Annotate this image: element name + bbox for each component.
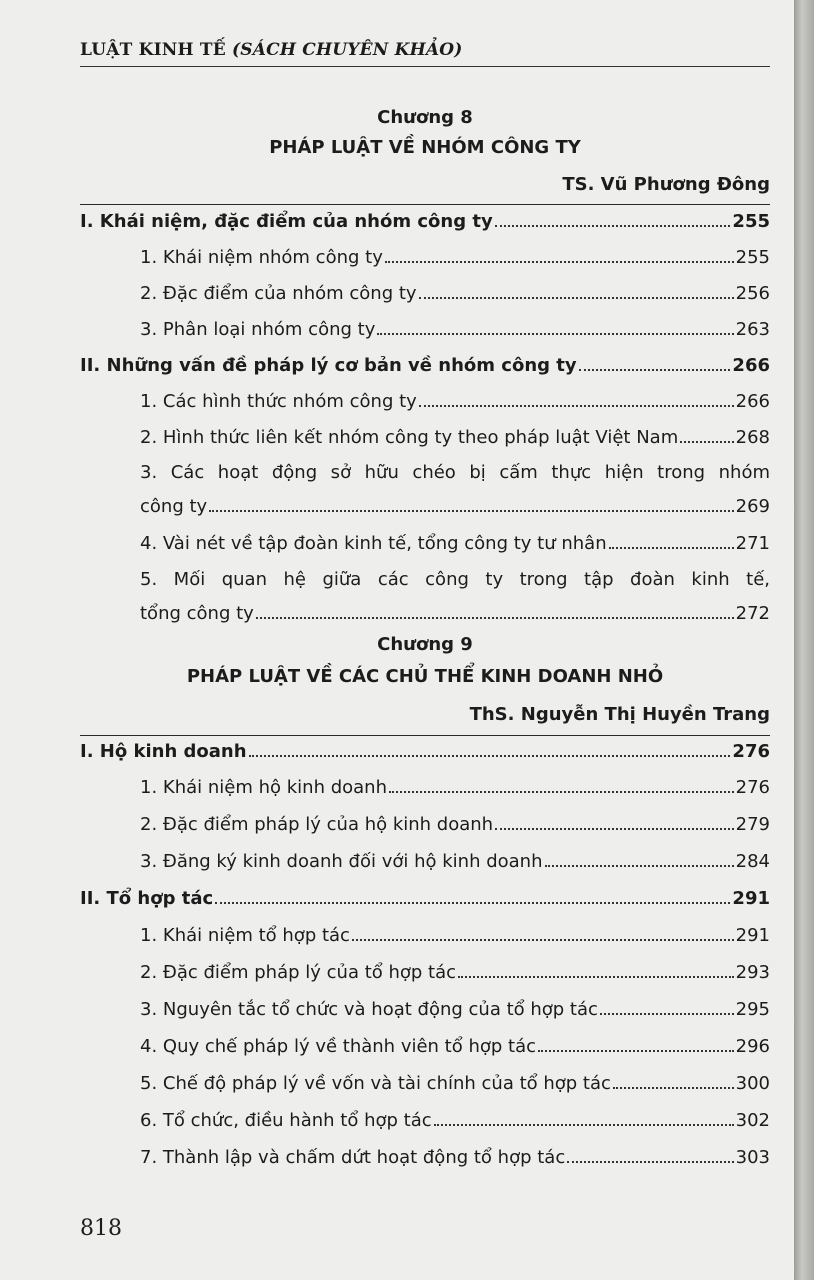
dot-leader <box>545 865 734 867</box>
header-rule <box>80 66 770 67</box>
page-number: 818 <box>80 1216 122 1241</box>
dot-leader <box>680 441 733 443</box>
chapter-9-number: Chương 9 <box>377 634 473 655</box>
toc-entry[interactable]: 2. Hình thức liên kết nhóm công ty theo pháp luật Việt Nam 268 <box>140 427 770 448</box>
dot-leader <box>613 1087 734 1089</box>
dot-leader <box>495 225 731 227</box>
book-subtitle: (SÁCH CHUYÊN KHẢO) <box>232 40 463 60</box>
dot-leader <box>434 1124 734 1126</box>
dot-leader <box>609 547 734 549</box>
toc-entry-line[interactable]: 3. Các hoạt động sở hữu chéo bị cấm thực hiện trong nhóm <box>140 462 770 483</box>
dot-leader <box>249 755 731 757</box>
book-title: LUẬT KINH TẾ <box>80 40 226 60</box>
dot-leader <box>385 261 734 263</box>
dot-leader <box>352 939 734 941</box>
toc-entry[interactable]: 1. Khái niệm nhóm công ty 255 <box>140 247 770 268</box>
toc-entry-line[interactable]: 5. Mối quan hệ giữa các công ty trong tập đoàn kinh tế, <box>140 569 770 590</box>
toc-entry[interactable]: 3. Phân loại nhóm công ty 263 <box>140 319 770 340</box>
dot-leader <box>495 828 734 830</box>
toc-entry[interactable]: 2. Đặc điểm của nhóm công ty 256 <box>140 283 770 304</box>
chapter-8-number: Chương 8 <box>377 107 473 128</box>
toc-entry[interactable]: I. Khái niệm, đặc điểm của nhóm công ty 255 <box>80 211 770 232</box>
toc-entry[interactable]: 4. Vài nét về tập đoàn kinh tế, tổng công ty tư nhân 271 <box>140 533 770 554</box>
dot-leader <box>389 791 734 793</box>
dot-leader <box>538 1050 734 1052</box>
dot-leader <box>419 405 734 407</box>
dot-leader <box>215 902 730 904</box>
dot-leader <box>419 297 734 299</box>
page-edge <box>794 0 814 1280</box>
toc-entry[interactable]: 3. Nguyên tắc tổ chức và hoạt động của tổ hợp tác 295 <box>140 999 770 1020</box>
toc-entry[interactable]: 4. Quy chế pháp lý về thành viên tổ hợp tác 296 <box>140 1036 770 1057</box>
dot-leader <box>579 369 731 371</box>
chapter-8-title: PHÁP LUẬT VỀ NHÓM CÔNG TY <box>269 137 581 158</box>
toc-entry[interactable]: 7. Thành lập và chấm dứt hoạt động tổ hợp tác 303 <box>140 1147 770 1168</box>
toc-entry[interactable]: công ty 269 <box>140 496 770 517</box>
dot-leader <box>209 510 733 512</box>
toc-entry[interactable]: 1. Các hình thức nhóm công ty 266 <box>140 391 770 412</box>
running-header <box>80 40 462 60</box>
dot-leader <box>458 976 734 978</box>
dot-leader <box>377 333 733 335</box>
toc-entry[interactable]: 1. Khái niệm tổ hợp tác 291 <box>140 925 770 946</box>
dot-leader <box>567 1161 733 1163</box>
chapter-8-author: TS. Vũ Phương Đông <box>562 174 770 195</box>
chapter-9-title: PHÁP LUẬT VỀ CÁC CHỦ THỂ KINH DOANH NHỎ <box>186 666 664 687</box>
chapter-9-author: ThS. Nguyễn Thị Huyền Trang <box>469 704 770 725</box>
toc-entry[interactable]: 2. Đặc điểm pháp lý của hộ kinh doanh 279 <box>140 814 770 835</box>
toc-entry[interactable]: II. Những vấn đề pháp lý cơ bản về nhóm công ty 266 <box>80 355 770 376</box>
toc-entry[interactable]: II. Tổ hợp tác 291 <box>80 888 770 909</box>
toc-entry[interactable]: 5. Chế độ pháp lý về vốn và tài chính của tổ hợp tác 300 <box>140 1073 770 1094</box>
toc-entry[interactable]: 2. Đặc điểm pháp lý của tổ hợp tác 293 <box>140 962 770 983</box>
chapter-9-rule <box>80 735 770 736</box>
dot-leader <box>600 1013 734 1015</box>
chapter-8-rule <box>80 204 770 205</box>
dot-leader <box>256 617 734 619</box>
toc-entry[interactable]: 3. Đăng ký kinh doanh đối với hộ kinh doanh 284 <box>140 851 770 872</box>
toc-entry[interactable]: 1. Khái niệm hộ kinh doanh 276 <box>140 777 770 798</box>
toc-entry[interactable]: 6. Tổ chức, điều hành tổ hợp tác 302 <box>140 1110 770 1131</box>
toc-entry[interactable]: tổng công ty 272 <box>140 603 770 624</box>
toc-entry[interactable]: I. Hộ kinh doanh 276 <box>80 741 770 762</box>
